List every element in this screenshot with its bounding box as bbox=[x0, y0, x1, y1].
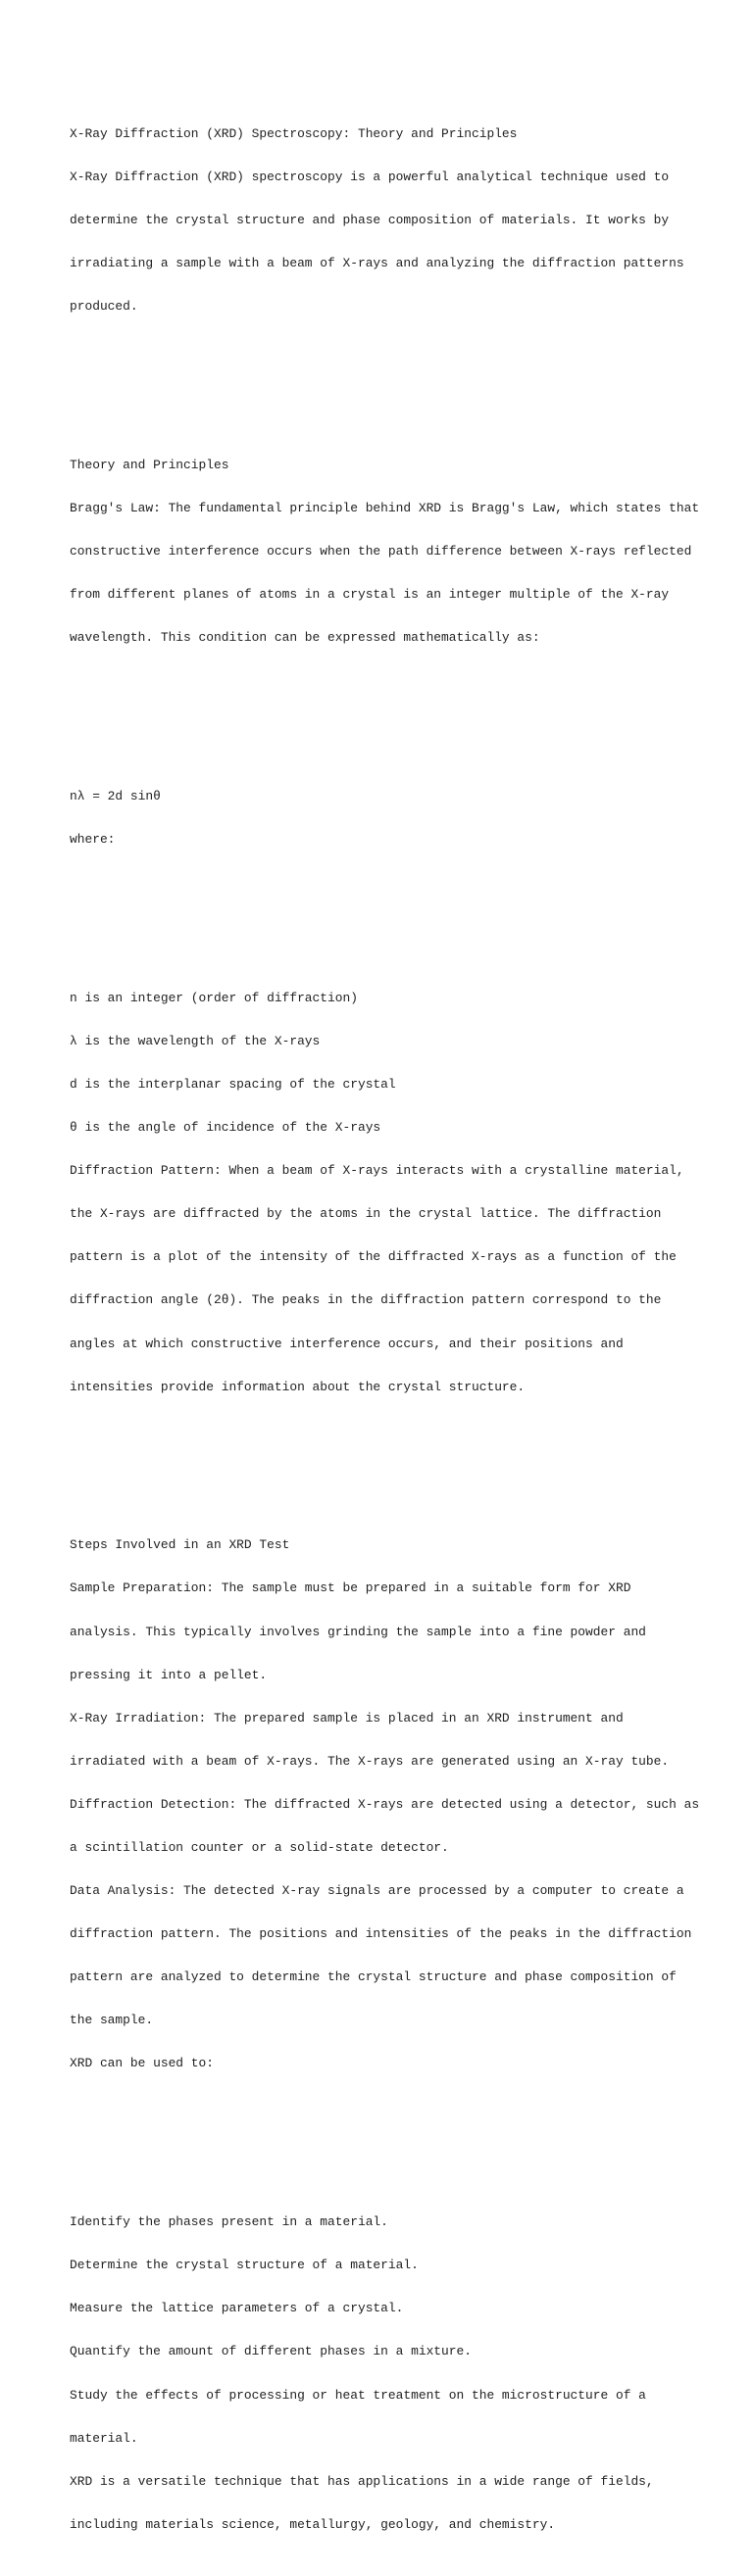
definition-line: d is the interplanar spacing of the crystal bbox=[70, 1076, 396, 1092]
step-line: a scintillation counter or a solid-state detector. bbox=[70, 1839, 449, 1855]
intro-line: determine the crystal structure and phase composition of materials. It works by bbox=[70, 213, 670, 227]
diffraction-pattern-line: diffraction angle (2θ). The peaks in the diffraction pattern correspond to the bbox=[70, 1292, 662, 1308]
uses-intro-line: XRD can be used to: bbox=[70, 2056, 214, 2071]
equation-where: where: bbox=[70, 832, 116, 848]
step-line: the sample. bbox=[70, 2013, 154, 2028]
intro-line: produced. bbox=[70, 299, 138, 315]
conclusion-line: including materials science, metallurgy, geology, and chemistry. bbox=[70, 2516, 556, 2532]
document-title: X-Ray Diffraction (XRD) Spectroscopy: Theory and Principles bbox=[70, 125, 518, 141]
step-line: irradiated with a beam of X-rays. The X-rays are generated using an X-ray tube. bbox=[70, 1753, 670, 1769]
use-item: material. bbox=[70, 2430, 138, 2446]
definition-line: θ is the angle of incidence of the X-rays bbox=[70, 1120, 381, 1136]
use-item: Study the effects of processing or heat treatment on the microstructure of a bbox=[70, 2387, 646, 2403]
step-line: diffraction pattern. The positions and intensities of the peaks in the diffraction bbox=[70, 1926, 692, 1942]
definition-line: n is an integer (order of diffraction) bbox=[70, 990, 358, 1005]
diffraction-pattern-line: Diffraction Pattern: When a beam of X-rays interacts with a crystalline material, bbox=[70, 1163, 684, 1179]
step-line: pattern are analyzed to determine the crystal structure and phase composition of bbox=[70, 1969, 677, 1985]
diffraction-pattern-line: angles at which constructive interference occurs, and their positions and bbox=[70, 1336, 624, 1351]
theory-section bbox=[70, 429, 700, 674]
bragg-equation: nλ = 2d sinθ bbox=[70, 788, 161, 803]
conclusion-line: XRD is a versatile technique that has applications in a wide range of fields, bbox=[70, 2473, 654, 2489]
step-line: analysis. This typically involves grinding the sample into a fine powder and bbox=[70, 1624, 646, 1639]
theory-line: from different planes of atoms in a crystal is an integer multiple of the X-ray bbox=[70, 587, 670, 603]
step-line: X-Ray Irradiation: The prepared sample is placed in an XRD instrument and bbox=[70, 1710, 624, 1725]
theory-line: wavelength. This condition can be expressed mathematically as: bbox=[70, 630, 540, 646]
spacer bbox=[70, 2129, 697, 2144]
step-line: Diffraction Detection: The diffracted X-rays are detected using a detector, such as bbox=[70, 1796, 700, 1812]
diffraction-pattern-line: pattern is a plot of the intensity of the diffracted X-rays as a function of the bbox=[70, 1249, 677, 1265]
section-heading-theory: Theory and Principles bbox=[70, 457, 229, 472]
diffraction-pattern-line: intensities provide information about the crystal structure. bbox=[70, 1379, 526, 1394]
use-item: Determine the crystal structure of a material. bbox=[70, 2258, 419, 2273]
spacer bbox=[70, 372, 697, 387]
document-body bbox=[70, 70, 700, 2576]
intro-line: X-Ray Diffraction (XRD) spectroscopy is a powerful analytical technique used to bbox=[70, 169, 670, 184]
spacer bbox=[70, 905, 697, 920]
equation-section bbox=[70, 761, 697, 877]
definition-line: λ is the wavelength of the X-rays bbox=[70, 1033, 321, 1048]
spacer bbox=[70, 1452, 697, 1467]
step-line: Sample Preparation: The sample must be prepared in a suitable form for XRD bbox=[70, 1580, 631, 1596]
intro-line: irradiating a sample with a beam of X-rays and analyzing the diffraction patterns bbox=[70, 256, 684, 271]
step-line: Data Analysis: The detected X-ray signals are processed by a computer to create a bbox=[70, 1883, 684, 1899]
theory-line: constructive interference occurs when the path difference between X-rays reflected bbox=[70, 544, 692, 559]
use-item: Measure the lattice parameters of a crystal. bbox=[70, 2301, 404, 2316]
theory-line: Bragg's Law: The fundamental principle behind XRD is Bragg's Law, which states that bbox=[70, 500, 700, 515]
section-heading-steps: Steps Involved in an XRD Test bbox=[70, 1537, 290, 1553]
use-item: Identify the phases present in a material. bbox=[70, 2214, 388, 2230]
uses-section bbox=[70, 2187, 697, 2561]
diffraction-pattern-line: the X-rays are diffracted by the atoms in the crystal lattice. The diffraction bbox=[70, 1206, 662, 1222]
definitions-section bbox=[70, 962, 697, 1423]
steps-section bbox=[70, 1510, 700, 2101]
spacer bbox=[70, 704, 697, 718]
step-line: pressing it into a pellet. bbox=[70, 1667, 268, 1682]
use-item: Quantify the amount of different phases in a mixture. bbox=[70, 2344, 472, 2359]
intro-section bbox=[70, 98, 697, 343]
